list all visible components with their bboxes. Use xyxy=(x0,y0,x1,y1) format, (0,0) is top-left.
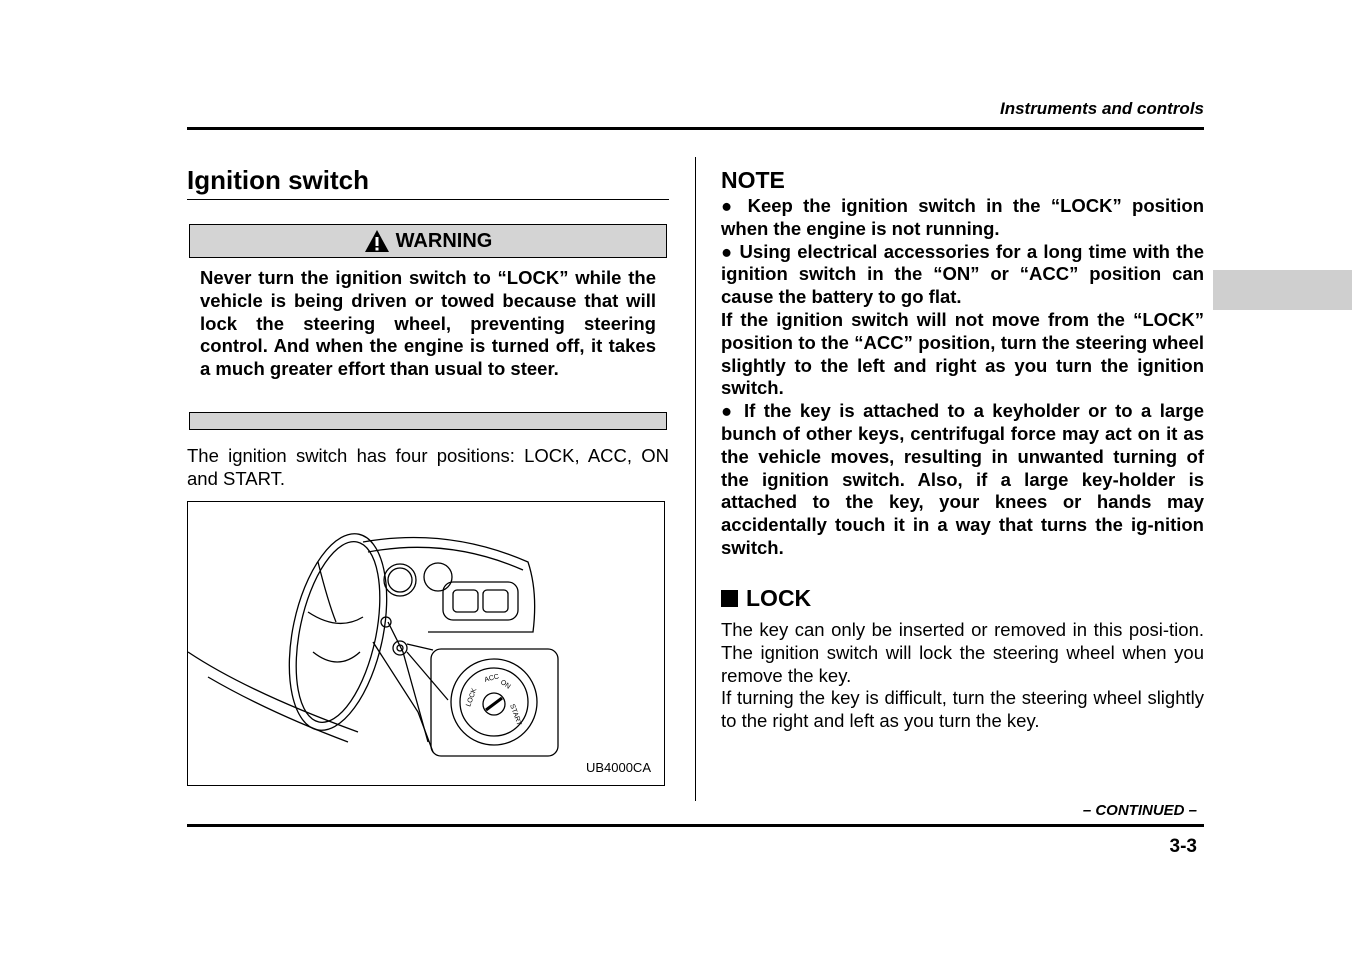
warning-banner xyxy=(189,224,667,258)
lock-heading xyxy=(721,585,811,612)
svg-text:ON: ON xyxy=(498,678,512,691)
figure-code: UB4000CA xyxy=(585,760,651,775)
page-number: 3-3 xyxy=(1169,836,1197,857)
lock-paragraph: The key can only be inserted or removed in this posi-tion. The ignition switch will lock the steering wheel when you remove the key. xyxy=(721,619,1204,686)
lock-heading-label: LOCK xyxy=(746,585,812,611)
lock-paragraph: If turning the key is difficult, turn the steering wheel slightly to the right and left as you turn the key. xyxy=(721,687,1204,732)
continued-label: – CONTINUED – xyxy=(1082,802,1197,819)
header-rule xyxy=(187,127,1204,130)
svg-text:LOCK: LOCK xyxy=(465,687,479,708)
warning-label: WARNING xyxy=(395,229,493,252)
note-body xyxy=(721,195,1204,560)
warning-text: Never turn the ignition switch to “LOCK” while the vehicle is being driven or towed because that will lock the steering wheel, preventing steering control. And when the engine is turned off, it takes a much greater effort than usual to steer. xyxy=(200,267,656,380)
note-item: ● Keep the ignition switch in the “LOCK” position when the engine is not running. xyxy=(721,195,1204,239)
section-title-rule xyxy=(187,199,669,200)
ignition-switch-figure xyxy=(187,501,665,786)
svg-text:ACC: ACC xyxy=(483,673,500,684)
body-paragraph: The ignition switch has four positions: LOCK, ACC, ON and START. xyxy=(187,445,669,489)
note-item: ● If the key is attached to a keyholder or to a large bunch of other keys, centrifugal force may act on it as the vehicle moves, resulting in unwanted turning of the ignition switch. Also, if a large key-holder is attached to the key, your knees or hands may accidentally touch it in a way that turns the ig-nition switch. xyxy=(721,400,1204,558)
footer-rule xyxy=(187,824,1204,827)
square-bullet-icon xyxy=(721,590,738,607)
warning-triangle-icon xyxy=(364,229,390,253)
section-title: Ignition switch xyxy=(187,165,369,195)
svg-text:START: START xyxy=(508,703,523,727)
note-title: NOTE xyxy=(721,167,785,193)
column-divider xyxy=(695,157,696,801)
running-header: Instruments and controls xyxy=(999,99,1204,118)
warning-end-bar xyxy=(189,412,667,430)
dashboard-illustration xyxy=(188,502,664,785)
note-item: If the ignition switch will not move from the “LOCK” position to the “ACC” position, turn the steering wheel slightly to the left and right as you turn the ignition switch. xyxy=(721,308,1204,399)
lock-body xyxy=(721,619,1204,733)
note-item: ● Using electrical accessories for a long time with the ignition switch in the “ON” or “ACC” position can cause the battery to go flat. xyxy=(721,240,1204,308)
chapter-tab xyxy=(1213,270,1352,310)
